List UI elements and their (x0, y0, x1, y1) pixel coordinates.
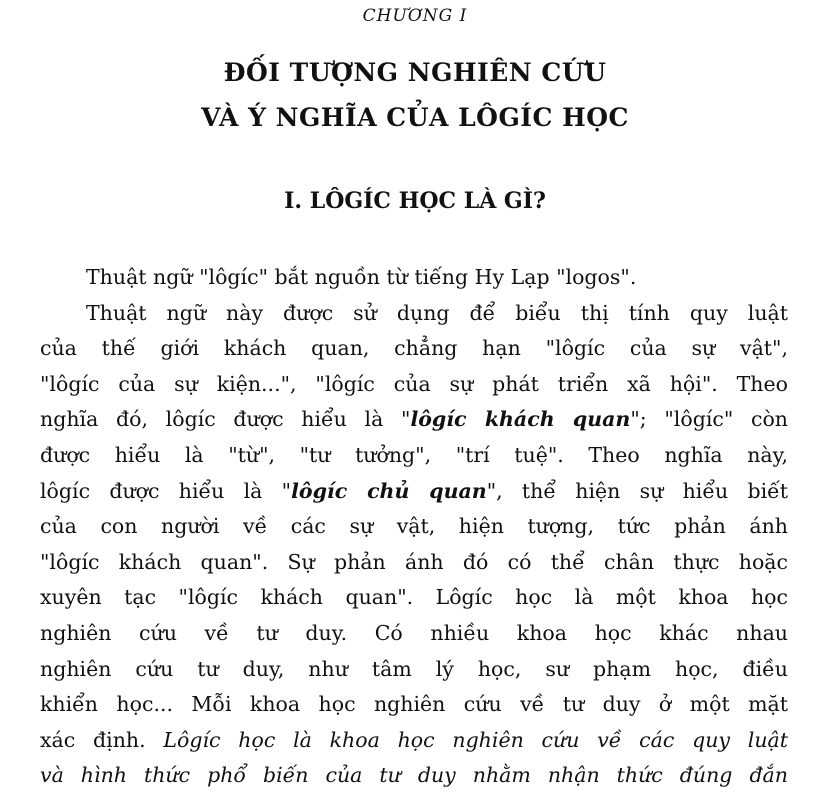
text-run: Thuật ngữ này được sử dụng để biểu thị tính quy luật (86, 300, 788, 325)
text-line (40, 723, 788, 759)
text-run: khiển học... Mỗi khoa học nghiên cứu về tư duy ở một mặt (40, 692, 788, 717)
text-line (40, 509, 788, 545)
text-line (40, 652, 788, 688)
text-run: "lôgíc của sự kiện...", "lôgíc của sự phát triển xã hội". Theo (40, 371, 788, 396)
text-run: "; "lôgíc" còn (630, 407, 789, 432)
text-run: xác định. (40, 727, 164, 752)
emphasis-run: lôgíc khách quan (410, 407, 631, 432)
text-line (40, 331, 788, 367)
section-heading: I. LÔGÍC HỌC LÀ GÌ? (284, 188, 546, 214)
text-run: ", thể hiện sự hiểu biết (486, 478, 788, 503)
text-run: được hiểu là "từ", "tư tưởng", "trí tuệ". Theo nghĩa này, (40, 442, 788, 467)
emphasis-run: và hình thức phổ biến của tư duy nhằm nhận thức đúng đắn (40, 763, 788, 788)
chapter-title-line-1: ĐỐI TƯỢNG NGHIÊN CỨU (223, 58, 607, 87)
text-line (40, 687, 788, 723)
emphasis-run: Lôgíc học là khoa học nghiên cứu về các quy luật (163, 727, 788, 752)
text-line (40, 580, 788, 616)
text-run: nghĩa đó, lôgíc được hiểu là " (40, 407, 411, 432)
text-run: của thế giới khách quan, chẳng hạn "lôgíc của sự vật", (40, 336, 788, 361)
text-line (40, 474, 788, 510)
text-run: Thuật ngữ "lôgíc" bắt nguồn từ tiếng Hy Lạp "logos". (86, 265, 637, 289)
text-line (40, 758, 788, 794)
chapter-label: CHƯƠNG I (362, 6, 468, 26)
text-line (40, 545, 788, 581)
text-line (40, 367, 788, 403)
body-text (40, 260, 788, 794)
text-run: nghiên cứu tư duy, như tâm lý học, sư phạm học, điều (40, 656, 788, 681)
text-run: nghiên cứu về tư duy. Có nhiều khoa học khác nhau (40, 620, 788, 645)
text-run: "lôgíc khách quan". Sự phản ánh đó có thể chân thực hoặc (40, 549, 788, 574)
text-run: của con người về các sự vật, hiện tượng, tức phản ánh (40, 514, 788, 539)
text-run: xuyên tạc "lôgíc khách quan". Lôgíc học là một khoa học (40, 585, 788, 610)
text-line (40, 438, 788, 474)
emphasis-run: lôgíc chủ quan (291, 478, 487, 503)
text-line (40, 260, 788, 296)
text-line (40, 616, 788, 652)
text-run: lôgíc được hiểu là " (40, 478, 292, 503)
text-line (40, 402, 788, 438)
text-line (40, 296, 788, 332)
chapter-title-line-2: VÀ Ý NGHĨA CỦA LÔGÍC HỌC (201, 103, 629, 132)
